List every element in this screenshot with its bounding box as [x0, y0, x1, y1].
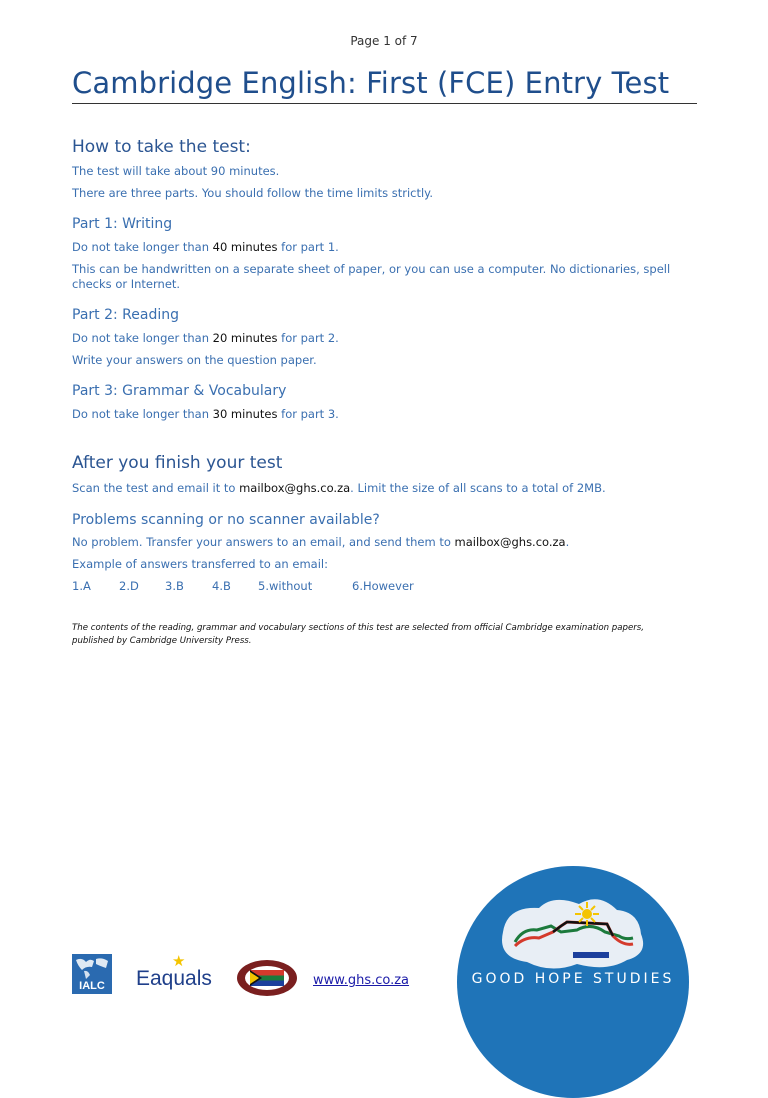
how-to-parts: There are three parts. You should follow the time limits strictly. — [72, 186, 433, 200]
how-to-heading: How to take the test: — [72, 137, 251, 157]
part2-pre: Do not take longer than — [72, 331, 213, 345]
part3-heading: Part 3: Grammar & Vocabulary — [72, 383, 287, 399]
problems-heading: Problems scanning or no scanner available? — [72, 512, 380, 528]
answer-item: 1.A — [72, 579, 91, 593]
answer-item: 6.However — [352, 579, 414, 593]
part3-time-limit — [72, 407, 339, 421]
part3-time: 30 minutes — [212, 407, 278, 421]
eaquals-text: Eaquals — [136, 967, 212, 990]
part2-post: for part 2. — [277, 331, 339, 345]
star-icon: ★ — [172, 952, 186, 970]
education-south-africa-logo — [236, 959, 298, 997]
after-pre: Scan the test and email it to — [72, 481, 240, 495]
part2-time-limit — [72, 331, 339, 345]
problems-email[interactable]: mailbox@ghs.co.za — [454, 535, 566, 549]
website-link[interactable]: www.ghs.co.za — [313, 973, 410, 988]
after-post: . Limit the size of all scans to a total of 2MB. — [350, 481, 606, 495]
answer-item: 3.B — [165, 579, 184, 593]
after-email[interactable]: mailbox@ghs.co.za — [239, 481, 351, 495]
answer-item: 5.without — [258, 579, 313, 593]
problems-post: . — [565, 535, 570, 549]
how-to-duration: The test will take about 90 minutes. — [72, 164, 280, 178]
ialc-logo — [72, 954, 112, 994]
part1-post: for part 1. — [277, 240, 339, 254]
part1-heading: Part 1: Writing — [72, 216, 173, 232]
part1-note: This can be handwritten on a separate sheet of paper, or you can use a computer. No dictionaries, spell checks or Internet. — [72, 262, 671, 291]
part1-pre: Do not take longer than — [72, 240, 213, 254]
problems-instructions — [72, 535, 569, 549]
part2-time: 20 minutes — [212, 331, 278, 345]
eaquals-logo — [136, 954, 220, 996]
part3-pre: Do not take longer than — [72, 407, 213, 421]
good-hope-studies-text: GOOD HOPE STUDIES — [471, 971, 675, 987]
ialc-text: IALC — [79, 980, 105, 992]
after-heading: After you finish your test — [72, 453, 283, 473]
page-number: Page 1 of 7 — [350, 34, 418, 48]
part3-post: for part 3. — [277, 407, 339, 421]
part1-time-limit — [72, 240, 339, 254]
page-title: Cambridge English: First (FCE) Entry Test — [72, 66, 670, 100]
problems-pre: No problem. Transfer your answers to an email, and send them to — [72, 535, 455, 549]
footnote: The contents of the reading, grammar and vocabulary sections of this test are selected from official Cambridge examination papers, published by Cambridge University Press. — [72, 623, 645, 646]
answer-item: 4.B — [212, 579, 231, 593]
part2-note: Write your answers on the question paper. — [72, 353, 317, 367]
after-instructions — [72, 481, 606, 495]
part2-heading: Part 2: Reading — [72, 307, 179, 323]
example-label: Example of answers transferred to an email: — [72, 557, 328, 571]
part1-time: 40 minutes — [212, 240, 278, 254]
title-divider — [72, 103, 697, 104]
answer-item: 2.D — [119, 579, 139, 593]
